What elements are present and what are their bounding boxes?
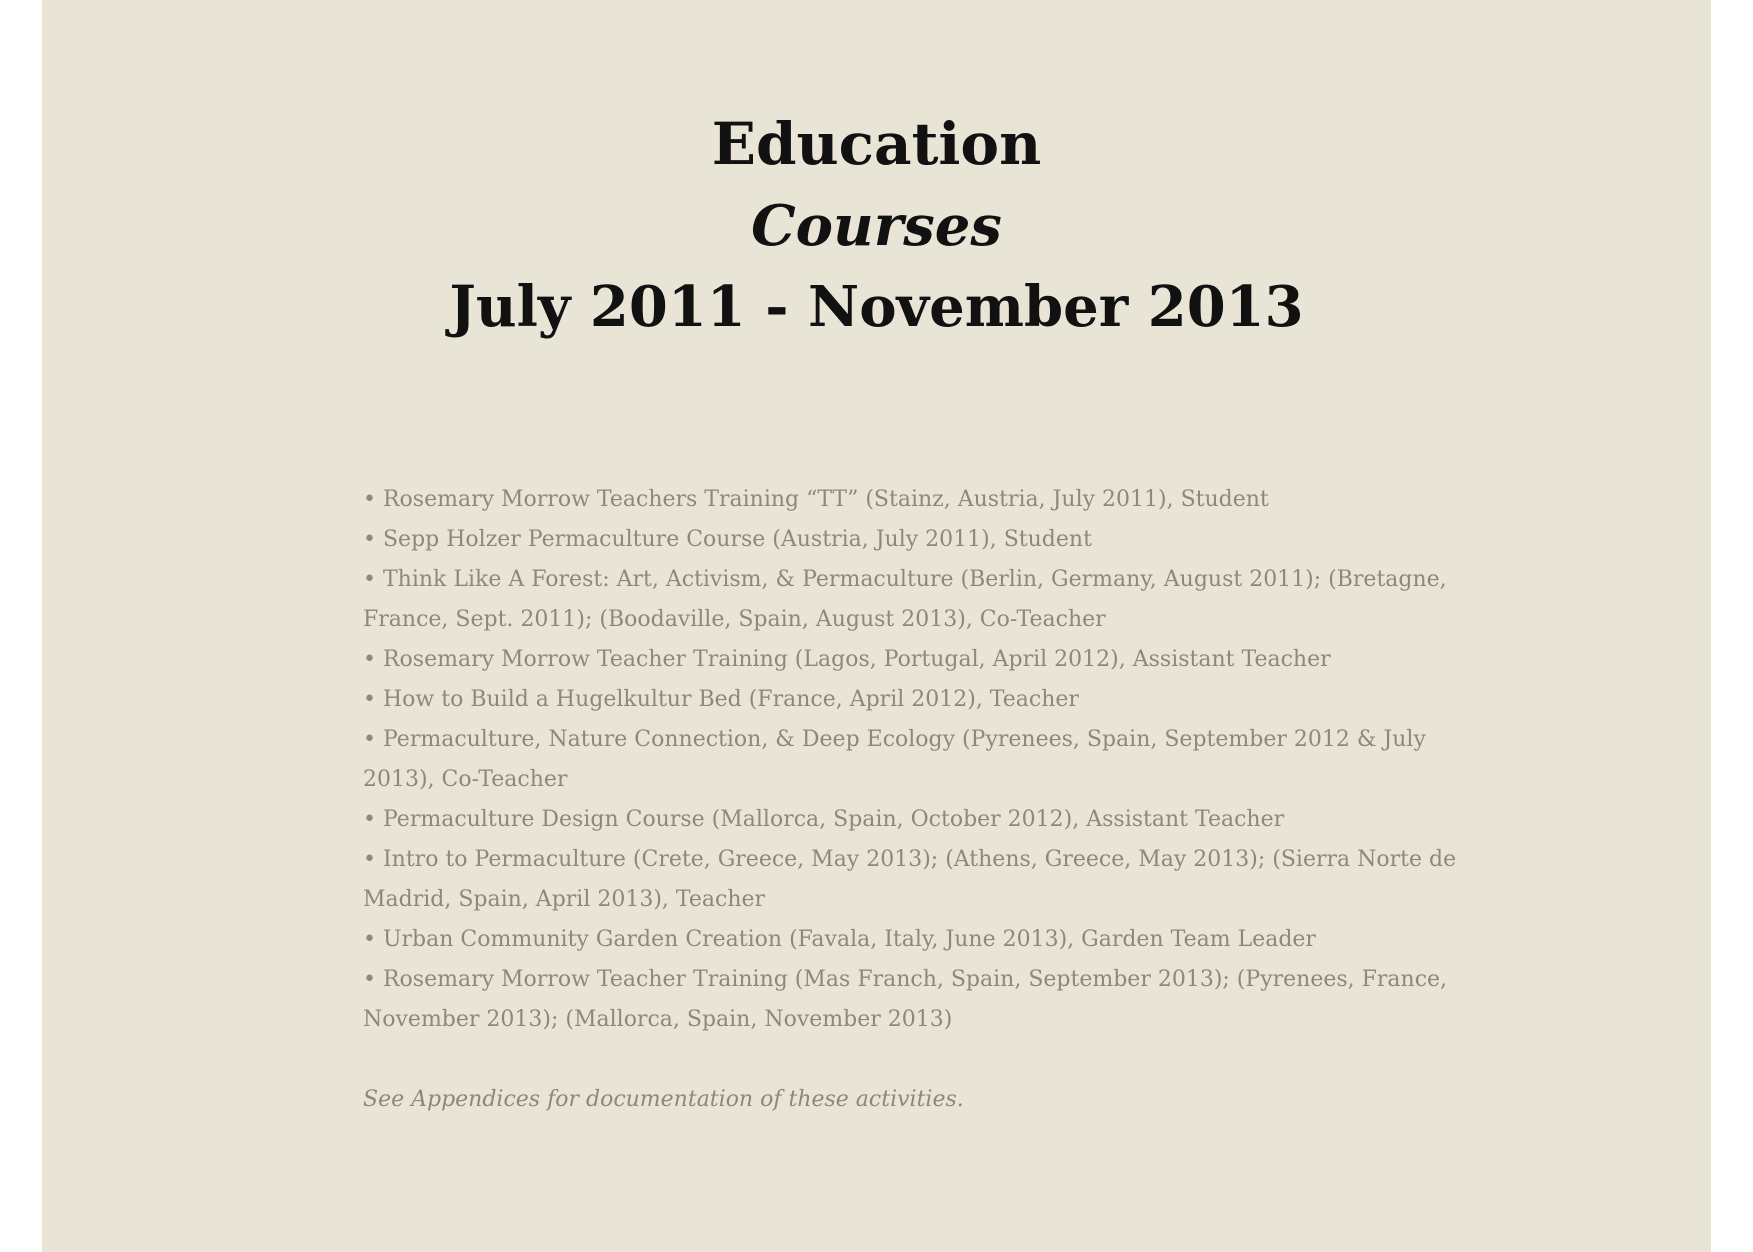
list-item: • Rosemary Morrow Teacher Training (Mas Franch, Spain, September 2013); (Pyrenees, France, November 2013); (Mallorca, Spain, November 2013) <box>363 960 1483 1040</box>
list-item: • Rosemary Morrow Teachers Training “TT” (Stainz, Austria, July 2011), Student <box>363 480 1483 520</box>
course-list-container <box>363 480 1483 1040</box>
page-subtitle: Courses <box>751 193 1002 259</box>
list-item: • How to Build a Hugelkultur Bed (France, April 2012), Teacher <box>363 680 1483 720</box>
course-list <box>363 480 1483 1040</box>
appendix-note: See Appendices for documentation of these activities. <box>363 1087 964 1112</box>
slide <box>42 0 1711 1252</box>
list-item: • Urban Community Garden Creation (Favala, Italy, June 2013), Garden Team Leader <box>363 920 1483 960</box>
list-item: • Permaculture, Nature Connection, & Deep Ecology (Pyrenees, Spain, September 2012 & July 2013), Co-Teacher <box>363 720 1483 800</box>
list-item: • Sepp Holzer Permaculture Course (Austria, July 2011), Student <box>363 520 1483 560</box>
list-item: • Intro to Permaculture (Crete, Greece, May 2013); (Athens, Greece, May 2013); (Sierra Norte de Madrid, Spain, April 2013), Teacher <box>363 840 1483 920</box>
date-range: July 2011 - November 2013 <box>449 274 1304 340</box>
list-item: • Think Like A Forest: Art, Activism, & Permaculture (Berlin, Germany, August 2011); (Bretagne, France, Sept. 2011); (Boodaville, Spain, August 2013), Co-Teacher <box>363 560 1483 640</box>
list-item: • Rosemary Morrow Teacher Training (Lagos, Portugal, April 2012), Assistant Teacher <box>363 640 1483 680</box>
page-title: Education <box>711 110 1042 178</box>
list-item: • Permaculture Design Course (Mallorca, Spain, October 2012), Assistant Teacher <box>363 800 1483 840</box>
